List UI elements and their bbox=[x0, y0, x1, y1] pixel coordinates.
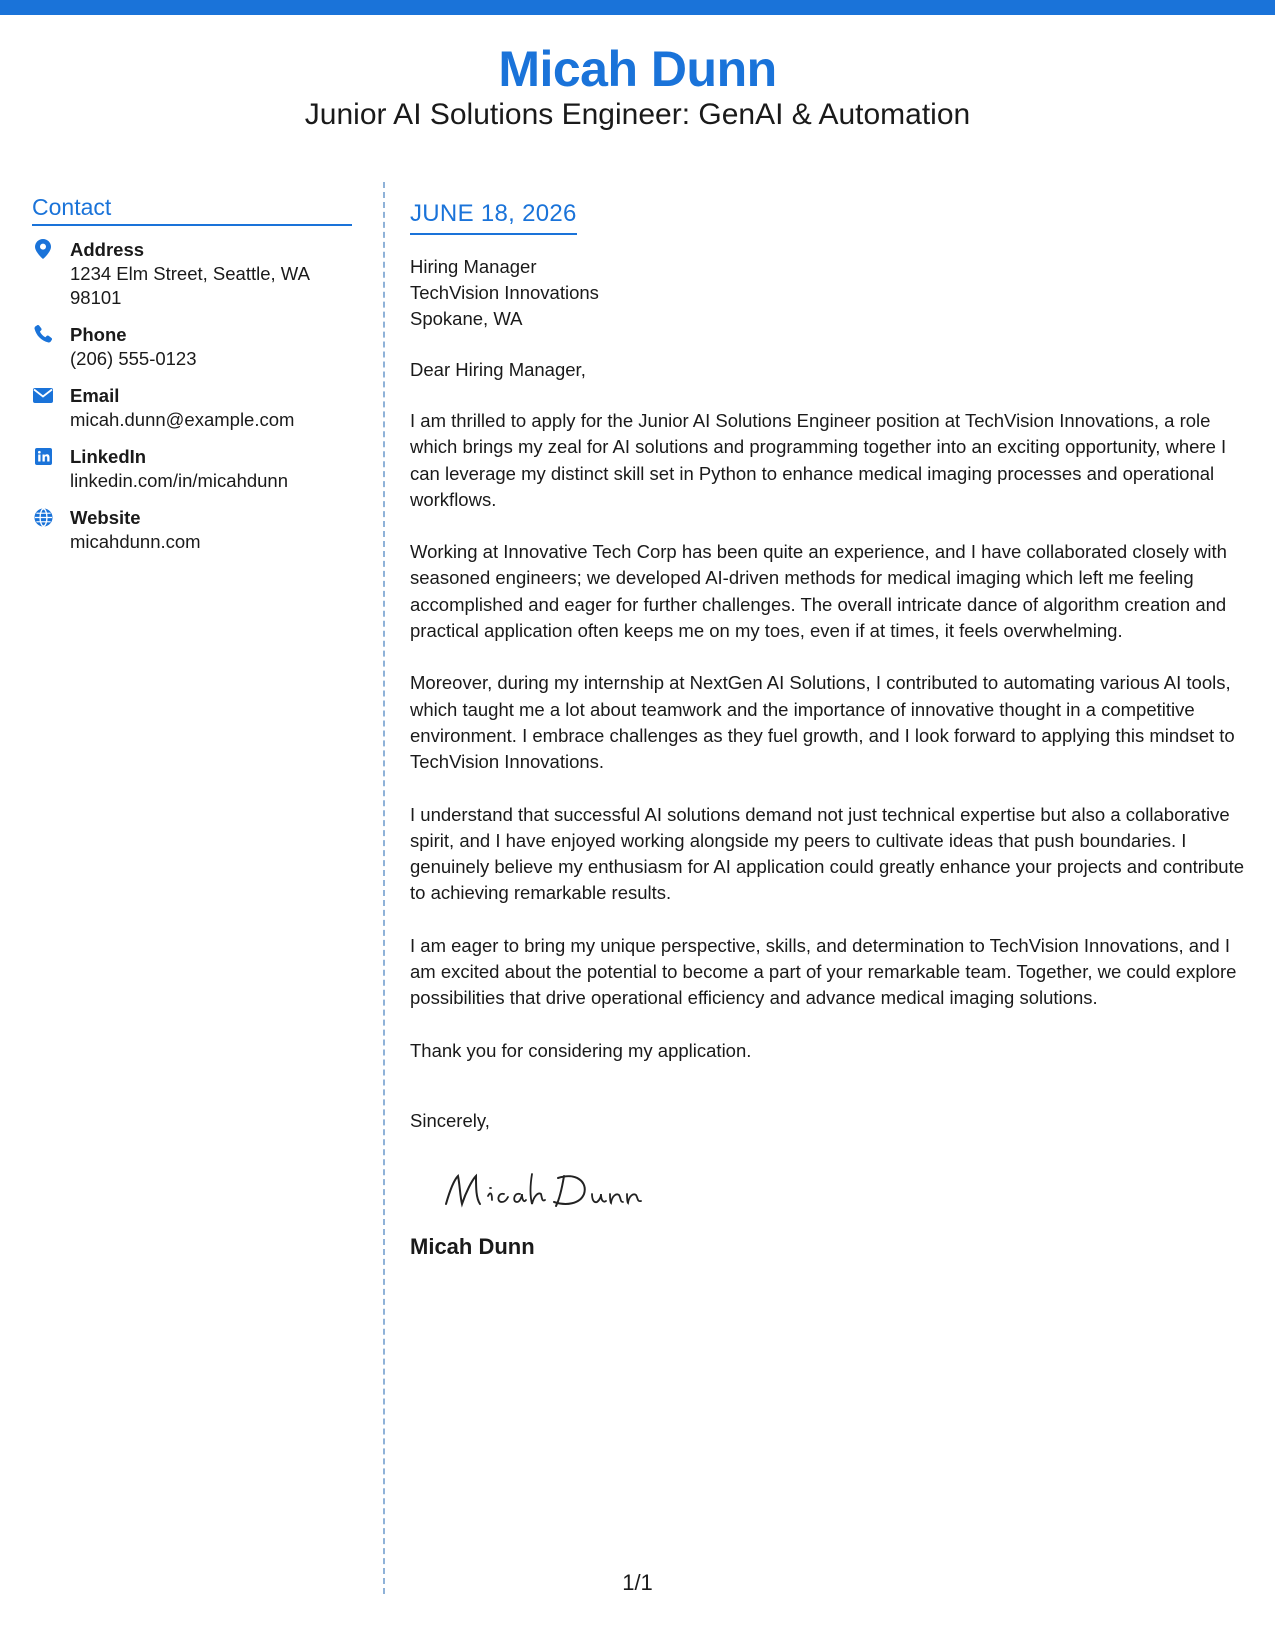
paragraph: Moreover, during my internship at NextGen AI Solutions, I contributed to automating various AI tools, which taught me a lot about teamwork and the importance of innovative thought in a competitive environment. I embrace challenges as they fuel growth, and I look forward to applying this mindset to TechVision Innovations. bbox=[410, 672, 1235, 773]
signed-name: Micah Dunn bbox=[410, 1233, 535, 1259]
top-accent-bar bbox=[0, 0, 1275, 15]
email-label: Email bbox=[70, 385, 120, 406]
paragraph: I understand that successful AI solutions demand not just technical expertise but also a collaborative spirit, and I have enjoyed working alongside my peers to cultivate ideas that push boundaries. I genuinely believe my enthusiasm for AI application could greatly enhance your projects and contribute to achieving remarkable results. bbox=[410, 803, 1245, 904]
contact-website bbox=[32, 506, 352, 554]
letter-date: JUNE 18, 2026 bbox=[410, 200, 577, 235]
contact-linkedin bbox=[32, 445, 352, 493]
page-number: 1/1 bbox=[622, 1570, 653, 1595]
recipient-line: Hiring Manager bbox=[410, 256, 537, 277]
address-value: 1234 Elm Street, Seattle, WA 98101 bbox=[70, 263, 309, 308]
paragraph: Working at Innovative Tech Corp has been quite an experience, and I have collaborated closely with seasoned engineers; we developed AI-driven methods for medical imaging which left me feeling accomplished and eager for further challenges. The overall intricate dance of algorithm creation and practical application often keeps me on my toes, even if at times, it feels overwhelming. bbox=[410, 541, 1227, 642]
linkedin-label: LinkedIn bbox=[70, 446, 147, 467]
contact-phone bbox=[32, 323, 352, 371]
phone-value: (206) 555-0123 bbox=[70, 348, 197, 369]
phone-label: Phone bbox=[70, 324, 127, 345]
header bbox=[0, 38, 1275, 133]
email-value: micah.dunn@example.com bbox=[70, 409, 295, 430]
paragraph: I am eager to bring my unique perspective, skills, and determination to TechVision Innovations, and I am excited about the potential to become a part of your remarkable team. Together, we could explore possibilities that drive operational efficiency and advance medical imaging solutions. bbox=[410, 934, 1237, 1009]
candidate-name: Micah Dunn bbox=[498, 41, 777, 97]
recipient-block bbox=[410, 254, 1250, 332]
address-label: Address bbox=[70, 239, 145, 260]
contact-address bbox=[32, 238, 352, 310]
linkedin-value: linkedin.com/in/micahdunn bbox=[70, 470, 289, 491]
website-value: micahdunn.com bbox=[70, 531, 201, 552]
contact-email bbox=[32, 384, 352, 432]
job-title: Junior AI Solutions Engineer: GenAI & Automation bbox=[304, 97, 971, 131]
contact-heading: Contact bbox=[32, 194, 352, 226]
column-divider bbox=[383, 182, 385, 1594]
greeting: Dear Hiring Manager, bbox=[410, 359, 586, 380]
location-pin-icon bbox=[32, 238, 54, 260]
letter-body bbox=[410, 200, 1250, 1260]
recipient-line: Spokane, WA bbox=[410, 308, 523, 329]
paragraph: Thank you for considering my application. bbox=[410, 1039, 752, 1061]
contact-sidebar bbox=[32, 194, 352, 567]
email-icon bbox=[32, 384, 54, 406]
letter-paragraphs bbox=[410, 408, 1250, 1064]
handwritten-signature bbox=[438, 1160, 1250, 1220]
website-label: Website bbox=[70, 507, 141, 528]
recipient-line: TechVision Innovations bbox=[410, 282, 599, 303]
linkedin-icon bbox=[32, 445, 54, 467]
phone-icon bbox=[32, 323, 54, 345]
globe-icon bbox=[32, 506, 54, 528]
paragraph: I am thrilled to apply for the Junior AI Solutions Engineer position at TechVision Innovations, a role which brings my zeal for AI solutions and programming together into an exciting opportunity, where I can leverage my distinct skill set in Python to enhance medical imaging processes and operational workflows. bbox=[410, 410, 1227, 510]
closing: Sincerely, bbox=[410, 1109, 490, 1131]
